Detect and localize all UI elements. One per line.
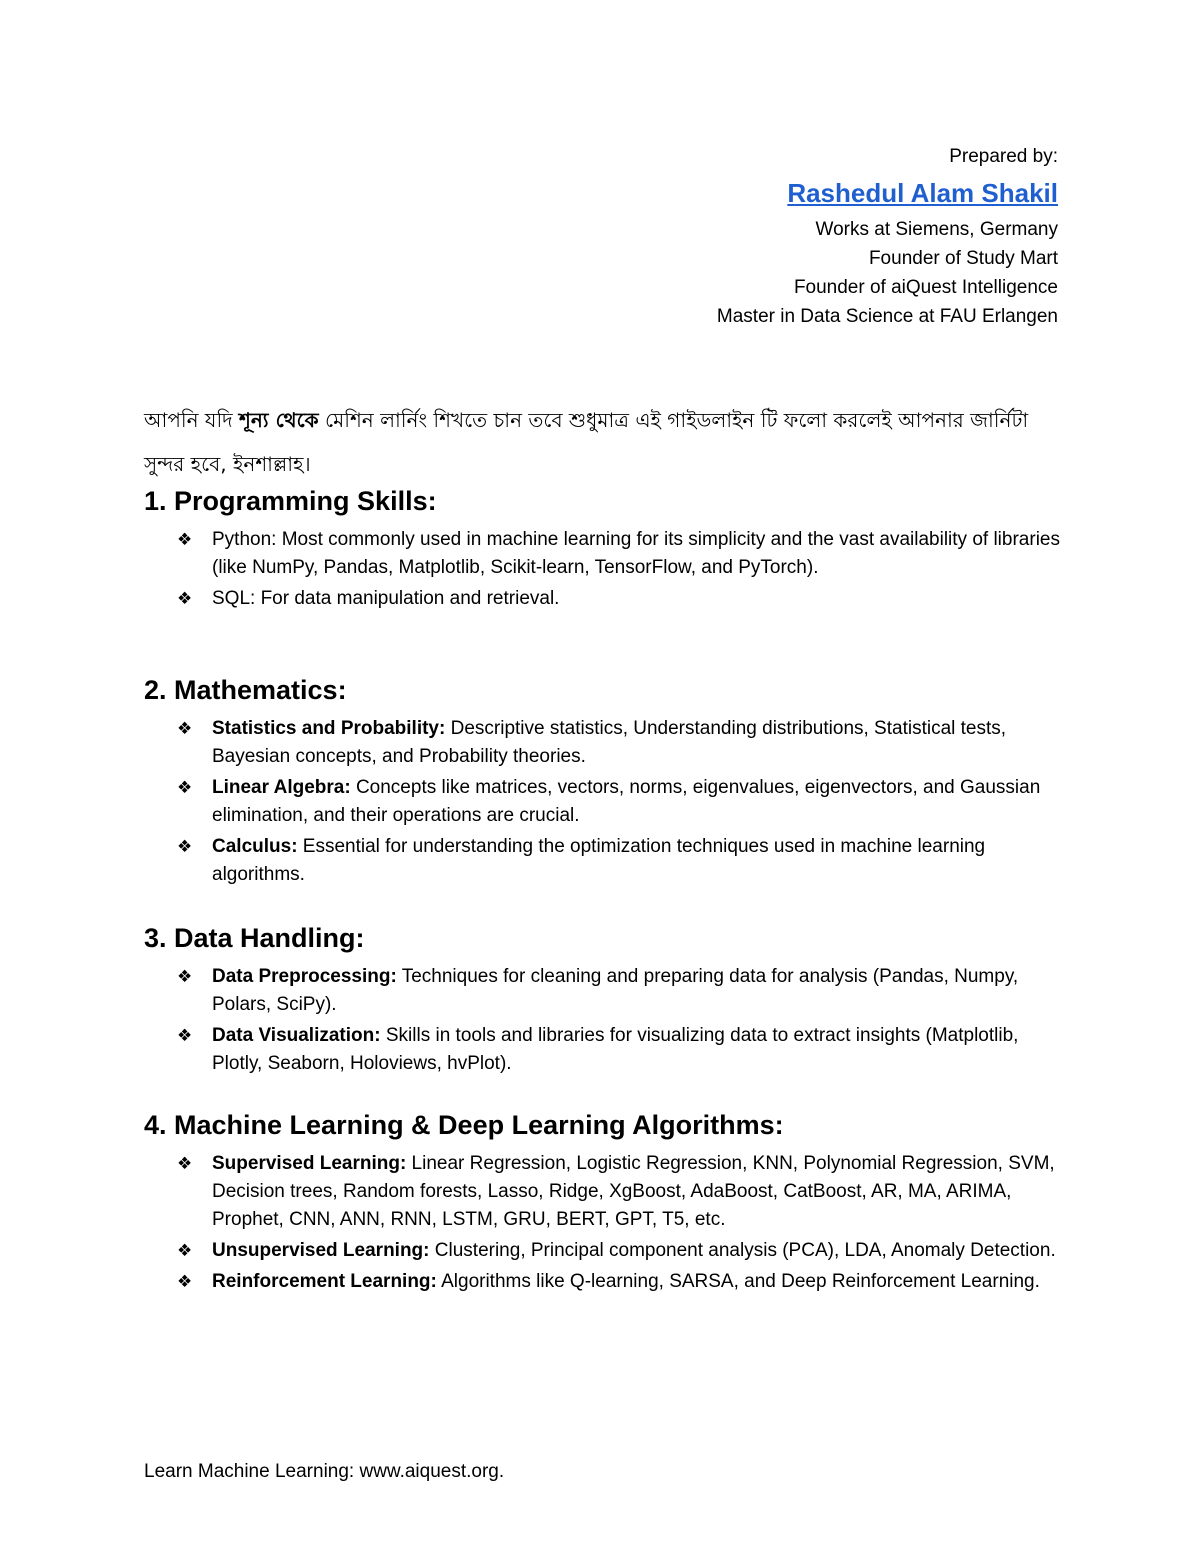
prepared-label: Prepared by: <box>949 146 1058 167</box>
diamond-bullet-icon: ❖ <box>177 1272 193 1292</box>
page-footer: Learn Machine Learning: www.aiquest.org. <box>144 1461 505 1482</box>
list-item <box>144 585 1064 613</box>
item-text: Linear Regression, Logistic Regression, KNN, Polynomial Regression, SVM, Decision trees, Random forests, Lasso, Ridge, XgBoost, AdaBoost, CatBoost, AR, MA, ARIMA, Prophet, CNN, ANN, RNN, LSTM, GRU, BERT, GPT, T5, etc. <box>212 1153 1055 1230</box>
list-item <box>144 774 1064 830</box>
item-text: Skills in tools and libraries for visualizing data to extract insights (Matplotlib, Plotly, Seaborn, Holoviews, hvPlot). <box>212 1025 1019 1074</box>
item-term: Reinforcement Learning: <box>212 1271 437 1292</box>
diamond-bullet-icon: ❖ <box>177 1026 193 1046</box>
section-programming-skills <box>144 484 1064 616</box>
diamond-bullet-icon: ❖ <box>177 719 193 739</box>
item-term: Linear Algebra: <box>212 777 351 798</box>
list-item <box>144 1268 1064 1296</box>
author-role: Master in Data Science at FAU Erlangen <box>716 306 1058 327</box>
diamond-bullet-icon: ❖ <box>177 967 193 987</box>
intro-paragraph <box>144 398 1064 486</box>
item-term: Statistics and Probability: <box>212 718 446 739</box>
author-name-link[interactable]: Rashedul Alam Shakil <box>787 178 1058 208</box>
item-term: Supervised Learning: <box>212 1153 407 1174</box>
author-role: Founder of Study Mart <box>868 248 1058 269</box>
diamond-bullet-icon: ❖ <box>177 837 193 857</box>
section-heading: 2. Mathematics: <box>144 675 347 705</box>
item-term: Unsupervised Learning: <box>212 1240 430 1261</box>
item-text: Algorithms like Q-learning, SARSA, and Deep Reinforcement Learning. <box>436 1271 1040 1292</box>
item-text: Descriptive statistics, Understanding distributions, Statistical tests, Bayesian concepts, and Probability theories. <box>212 718 1007 767</box>
section-heading: 3. Data Handling: <box>144 923 365 953</box>
item-term: Data Visualization: <box>212 1025 381 1046</box>
item-term: Calculus: <box>212 836 298 857</box>
diamond-bullet-icon: ❖ <box>177 1241 193 1261</box>
section-mathematics <box>144 673 1064 892</box>
list-item <box>144 833 1064 889</box>
author-role: Founder of aiQuest Intelligence <box>793 277 1058 298</box>
intro-text-end: মেশিন লার্নিং শিখতে চান তবে শুধুমাত্র এই গাইডলাইন টি ফলো করলেই আপনার জার্নিটা সুন্দর হবে, ইনশাল্লাহ। <box>144 408 1029 476</box>
prepared-by-block <box>717 142 1058 331</box>
list-item <box>144 1237 1064 1265</box>
intro-text-start: আপনি যদি <box>144 408 240 432</box>
item-text: Clustering, Principal component analysis (PCA), LDA, Anomaly Detection. <box>429 1240 1056 1261</box>
item-text: Python: Most commonly used in machine learning for its simplicity and the vast availability of libraries (like NumPy, Pandas, Matplotlib, Scikit-learn, TensorFlow, and PyTorch). <box>212 529 1060 578</box>
list-item <box>144 526 1064 582</box>
diamond-bullet-icon: ❖ <box>177 589 193 609</box>
diamond-bullet-icon: ❖ <box>177 530 193 550</box>
item-text: Techniques for cleaning and preparing data for analysis (Pandas, Numpy, Polars, SciPy). <box>212 966 1019 1015</box>
list-item <box>144 1150 1064 1234</box>
bullet-list <box>144 526 1064 613</box>
item-term: Data Preprocessing: <box>212 966 397 987</box>
bullet-list <box>144 963 1064 1078</box>
author-role: Works at Siemens, Germany <box>815 219 1058 240</box>
section-data-handling <box>144 921 1064 1081</box>
section-ml-dl-algorithms <box>144 1108 1064 1299</box>
item-text: SQL: For data manipulation and retrieval. <box>212 588 560 609</box>
bullet-list <box>144 715 1064 889</box>
item-text: Concepts like matrices, vectors, norms, eigenvalues, eigenvectors, and Gaussian elimination, and their operations are crucial. <box>212 777 1041 826</box>
diamond-bullet-icon: ❖ <box>177 1154 193 1174</box>
intro-text-bold: শূন্য থেকে <box>239 408 319 432</box>
list-item <box>144 1022 1064 1078</box>
section-heading: 4. Machine Learning & Deep Learning Algorithms: <box>144 1110 784 1140</box>
section-heading: 1. Programming Skills: <box>144 486 437 516</box>
item-text: Essential for understanding the optimization techniques used in machine learning algorithms. <box>212 836 986 885</box>
list-item <box>144 963 1064 1019</box>
diamond-bullet-icon: ❖ <box>177 778 193 798</box>
bullet-list <box>144 1150 1064 1296</box>
list-item <box>144 715 1064 771</box>
